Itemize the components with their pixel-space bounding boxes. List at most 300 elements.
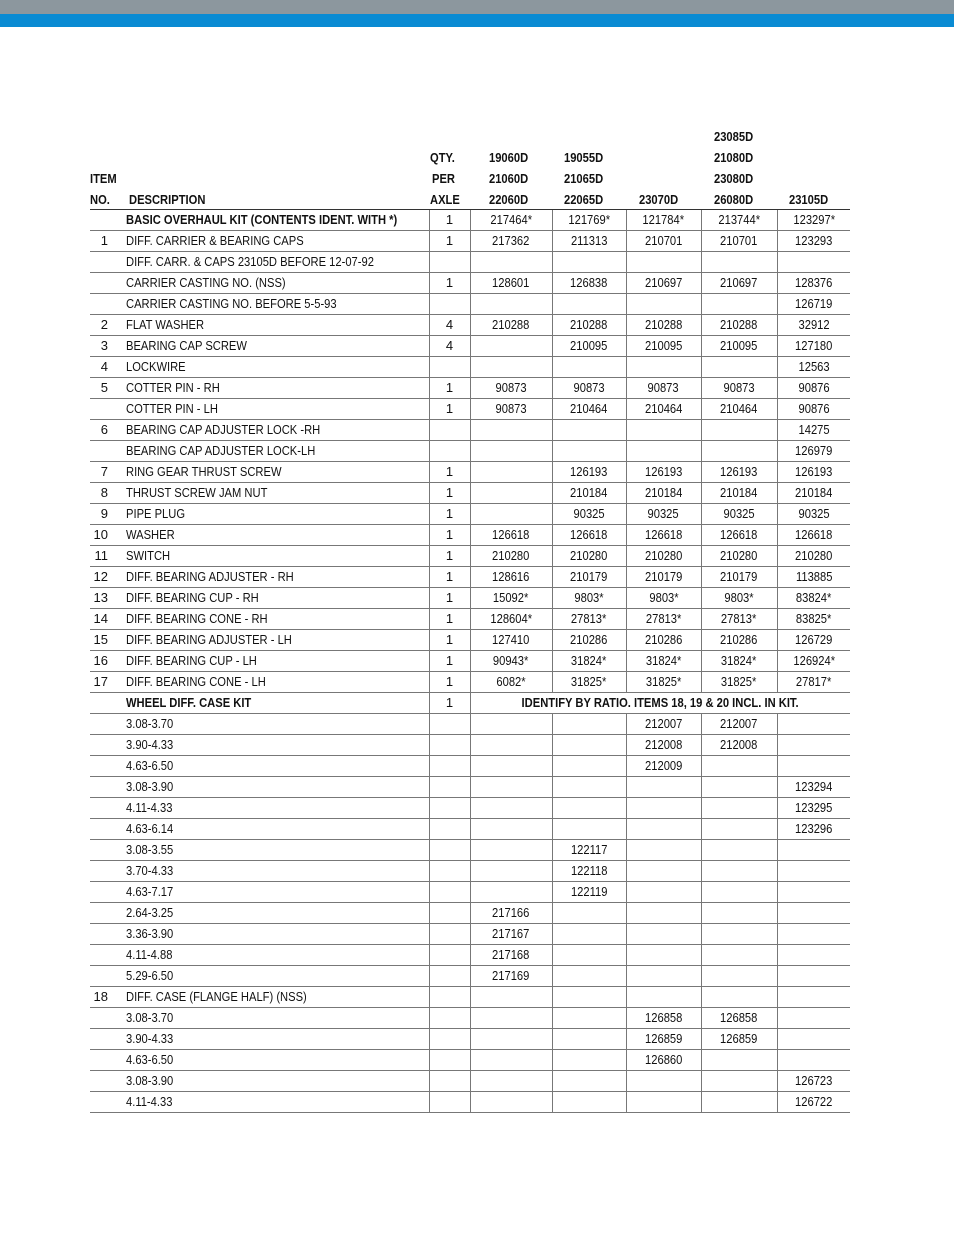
part-number-cell [626, 462, 701, 483]
qty-cell [429, 798, 470, 819]
qty-cell [429, 861, 470, 882]
part-number-cell [701, 483, 777, 504]
item-number-cell [90, 777, 118, 798]
description-text: 5.29-6.50 [126, 968, 174, 983]
part-number-text: 210464 [570, 401, 608, 416]
item-number-cell: 13 [90, 588, 118, 609]
part-number-text: 210286 [570, 632, 608, 647]
part-number-text: 210464 [720, 401, 758, 416]
part-number-cell [777, 483, 850, 504]
part-number-text: 83825* [796, 611, 832, 626]
qty-cell [429, 420, 470, 441]
header-col4-line1: 23085D [714, 129, 754, 144]
part-number-cell [552, 378, 626, 399]
part-number-cell [777, 630, 850, 651]
part-number-cell [701, 210, 777, 231]
part-number-cell [777, 1029, 850, 1050]
item-number-cell [90, 798, 118, 819]
table-row [90, 693, 850, 714]
part-number-cell [777, 651, 850, 672]
qty-cell: 1 [429, 651, 470, 672]
description-cell [118, 504, 429, 525]
description-cell [118, 609, 429, 630]
part-number-text: 9803* [724, 590, 754, 605]
part-number-cell [470, 840, 552, 861]
part-number-cell [701, 777, 777, 798]
part-number-cell [626, 1050, 701, 1071]
part-number-cell [470, 609, 552, 630]
part-number-cell [470, 987, 552, 1008]
part-number-text: 126193 [720, 464, 758, 479]
header-qty-line1: QTY. [430, 150, 455, 165]
part-number-cell [701, 861, 777, 882]
part-number-text: 210701 [644, 233, 683, 248]
qty-cell [429, 735, 470, 756]
description-cell [118, 651, 429, 672]
part-number-cell [626, 735, 701, 756]
part-number-text: 217169 [492, 968, 530, 983]
part-number-cell [626, 609, 701, 630]
part-number-text: 210095 [570, 338, 608, 353]
description-text: RING GEAR THRUST SCREW [126, 464, 282, 479]
part-number-cell [626, 945, 701, 966]
part-number-text: 123295 [795, 800, 833, 815]
part-number-text: 90943* [493, 653, 529, 668]
part-number-text: 126858 [720, 1010, 758, 1025]
part-number-cell [552, 483, 626, 504]
part-number-text: 31824* [721, 653, 757, 668]
description-cell [118, 1029, 429, 1050]
part-number-text: 90873 [723, 380, 755, 395]
part-number-text: 210280 [644, 548, 683, 563]
qty-cell [429, 294, 470, 315]
part-number-cell [626, 420, 701, 441]
part-number-text: 27817* [796, 674, 832, 689]
part-number-cell [777, 1092, 850, 1113]
qty-cell: 1 [429, 693, 470, 714]
part-number-cell [701, 504, 777, 525]
part-number-cell [552, 1071, 626, 1092]
item-number-cell [90, 924, 118, 945]
qty-cell [429, 882, 470, 903]
part-number-text: 90873 [647, 380, 680, 395]
item-number-cell [90, 714, 118, 735]
part-number-cell [626, 399, 701, 420]
table-row [90, 231, 850, 252]
description-text: 4.11-4.88 [126, 947, 173, 962]
part-number-cell [777, 378, 850, 399]
qty-cell [429, 945, 470, 966]
part-number-cell [701, 1008, 777, 1029]
part-number-cell [552, 210, 626, 231]
part-number-text: 126838 [570, 275, 608, 290]
part-number-text: 90325 [798, 506, 830, 521]
part-number-text: 31824* [571, 653, 607, 668]
qty-cell [429, 819, 470, 840]
part-number-text: 122119 [570, 884, 608, 899]
part-number-cell [552, 273, 626, 294]
part-number-cell [701, 840, 777, 861]
part-number-cell [777, 924, 850, 945]
part-number-cell [701, 1029, 777, 1050]
part-number-cell [552, 777, 626, 798]
description-text: FLAT WASHER [126, 317, 205, 332]
part-number-cell [470, 1050, 552, 1071]
item-number-cell: 14 [90, 609, 118, 630]
part-number-text: 126858 [644, 1010, 683, 1025]
part-number-cell [470, 1008, 552, 1029]
part-number-cell [552, 840, 626, 861]
part-number-text: 210280 [795, 548, 833, 563]
description-text: 2.64-3.25 [126, 905, 174, 920]
part-number-cell [552, 567, 626, 588]
item-number-cell: 8 [90, 483, 118, 504]
item-number-cell: 15 [90, 630, 118, 651]
part-number-cell [626, 231, 701, 252]
part-number-cell [701, 315, 777, 336]
description-cell [118, 882, 429, 903]
description-cell [118, 756, 429, 777]
part-number-cell [777, 210, 850, 231]
part-number-cell [777, 819, 850, 840]
header-qty-line2: PER [432, 171, 455, 186]
part-number-cell [626, 819, 701, 840]
part-number-cell [777, 441, 850, 462]
description-cell [118, 1092, 429, 1113]
part-number-text: 14275 [798, 422, 830, 437]
header-col2-line2: 21065D [564, 171, 604, 186]
description-text: DIFF. BEARING CONE - RH [126, 611, 268, 626]
part-number-text: 15092* [493, 590, 529, 605]
part-number-text: 90873 [573, 380, 605, 395]
table-row [90, 1071, 850, 1092]
part-number-cell [701, 420, 777, 441]
part-number-cell [777, 525, 850, 546]
description-cell [118, 525, 429, 546]
part-number-text: 126859 [644, 1031, 683, 1046]
part-number-cell [626, 1092, 701, 1113]
description-text: 3.90-4.33 [126, 737, 174, 752]
description-text: LOCKWIRE [126, 359, 186, 374]
part-number-cell [777, 756, 850, 777]
description-cell [118, 861, 429, 882]
part-number-cell [701, 609, 777, 630]
item-number-cell [90, 819, 118, 840]
table-row [90, 756, 850, 777]
table-row [90, 798, 850, 819]
description-cell [118, 630, 429, 651]
part-number-cell [777, 546, 850, 567]
part-number-cell [470, 882, 552, 903]
part-number-text: 27813* [721, 611, 757, 626]
part-number-text: 31824* [645, 653, 682, 668]
part-number-text: 210697 [644, 275, 683, 290]
part-number-cell [701, 651, 777, 672]
part-number-cell [777, 357, 850, 378]
part-number-cell [470, 966, 552, 987]
item-number-cell: 12 [90, 567, 118, 588]
part-number-cell [701, 714, 777, 735]
description-cell [118, 315, 429, 336]
description-cell [118, 441, 429, 462]
part-number-cell [552, 588, 626, 609]
description-text: BASIC OVERHAUL KIT (CONTENTS IDENT. WITH *) [126, 212, 398, 227]
item-number-cell [90, 735, 118, 756]
qty-cell [429, 1008, 470, 1029]
part-number-cell [552, 651, 626, 672]
table-row [90, 315, 850, 336]
header-col1-line2: 21060D [489, 171, 529, 186]
description-text: 4.63-6.14 [126, 821, 174, 836]
part-number-cell [626, 903, 701, 924]
part-number-cell [626, 504, 701, 525]
qty-cell [429, 714, 470, 735]
part-number-text: 210184 [720, 485, 758, 500]
part-number-text: 210464 [644, 401, 683, 416]
part-number-text: 113885 [795, 569, 832, 584]
description-cell [118, 987, 429, 1008]
part-number-cell [701, 525, 777, 546]
description-cell [118, 1008, 429, 1029]
qty-cell [429, 777, 470, 798]
description-cell [118, 777, 429, 798]
qty-cell [429, 903, 470, 924]
part-number-text: 126193 [570, 464, 608, 479]
part-number-cell [552, 966, 626, 987]
part-number-cell [701, 756, 777, 777]
part-number-cell [777, 1008, 850, 1029]
part-number-cell [470, 861, 552, 882]
part-number-text: 90876 [798, 401, 830, 416]
part-number-cell [552, 546, 626, 567]
part-number-cell [470, 630, 552, 651]
part-number-text: 210179 [570, 569, 608, 584]
description-text: DIFF. CARR. & CAPS 23105D BEFORE 12-07-92 [126, 254, 374, 269]
item-number-cell [90, 945, 118, 966]
part-number-cell [626, 882, 701, 903]
part-number-text: 212007 [644, 716, 683, 731]
part-number-text: 217168 [492, 947, 530, 962]
description-text: DIFF. CARRIER & BEARING CAPS [126, 233, 304, 248]
part-number-cell [777, 1050, 850, 1071]
part-number-text: 210184 [644, 485, 683, 500]
part-number-cell [701, 966, 777, 987]
part-number-cell [626, 777, 701, 798]
qty-cell: 1 [429, 504, 470, 525]
description-text: COTTER PIN - RH [126, 380, 220, 395]
part-number-cell [777, 777, 850, 798]
part-number-text: 212008 [644, 737, 683, 752]
table-row [90, 903, 850, 924]
part-number-cell [552, 672, 626, 693]
item-number-cell [90, 441, 118, 462]
header-qty-line3: AXLE [430, 192, 460, 207]
part-number-cell [777, 588, 850, 609]
part-number-text: 210288 [644, 317, 683, 332]
part-number-cell [552, 945, 626, 966]
part-number-text: 210280 [570, 548, 608, 563]
description-text: BEARING CAP ADJUSTER LOCK-LH [126, 443, 316, 458]
item-number-cell: 9 [90, 504, 118, 525]
header-item-line2: NO. [90, 192, 110, 207]
parts-table [90, 209, 850, 1113]
description-cell [118, 903, 429, 924]
part-number-cell [701, 567, 777, 588]
table-row [90, 924, 850, 945]
item-number-cell: 7 [90, 462, 118, 483]
part-number-cell [470, 735, 552, 756]
description-cell [118, 672, 429, 693]
part-number-cell [626, 483, 701, 504]
table-row [90, 252, 850, 273]
qty-cell: 1 [429, 588, 470, 609]
part-number-cell [777, 903, 850, 924]
part-number-text: 210179 [644, 569, 683, 584]
part-number-cell [552, 1050, 626, 1071]
part-number-cell [470, 525, 552, 546]
kit-note-cell [470, 693, 850, 714]
part-number-cell [470, 1029, 552, 1050]
part-number-text: 126722 [795, 1094, 833, 1109]
part-number-text: 210280 [720, 548, 758, 563]
part-number-cell [777, 840, 850, 861]
part-number-cell [701, 1050, 777, 1071]
item-number-cell [90, 840, 118, 861]
part-number-text: 212008 [720, 737, 758, 752]
header-col4-line2: 21080D [714, 150, 754, 165]
description-text: DIFF. BEARING ADJUSTER - LH [126, 632, 292, 647]
item-number-cell: 18 [90, 987, 118, 1008]
description-cell [118, 840, 429, 861]
top-gray-band [0, 0, 954, 14]
part-number-cell [701, 1092, 777, 1113]
qty-cell: 1 [429, 546, 470, 567]
table-row [90, 1008, 850, 1029]
item-number-cell [90, 1071, 118, 1092]
description-text: DIFF. BEARING CUP - RH [126, 590, 259, 605]
part-number-text: 217464* [490, 212, 532, 227]
part-number-cell [626, 273, 701, 294]
description-text: WASHER [126, 527, 175, 542]
part-number-text: 210697 [720, 275, 758, 290]
item-number-cell [90, 1029, 118, 1050]
description-text: 3.90-4.33 [126, 1031, 174, 1046]
part-number-cell [701, 798, 777, 819]
part-number-text: 90873 [495, 380, 527, 395]
item-number-cell: 2 [90, 315, 118, 336]
part-number-cell [470, 315, 552, 336]
part-number-cell [470, 273, 552, 294]
part-number-cell [470, 441, 552, 462]
part-number-text: 127180 [795, 338, 833, 353]
qty-cell [429, 441, 470, 462]
part-number-cell [470, 903, 552, 924]
part-number-cell [777, 420, 850, 441]
description-text: BEARING CAP SCREW [126, 338, 247, 353]
description-cell [118, 567, 429, 588]
table-row [90, 546, 850, 567]
header-col1-line3: 22060D [489, 192, 529, 207]
qty-cell: 1 [429, 525, 470, 546]
table-row [90, 672, 850, 693]
part-number-cell [626, 546, 701, 567]
qty-cell [429, 357, 470, 378]
part-number-cell [626, 567, 701, 588]
part-number-cell [626, 1008, 701, 1029]
part-number-cell [777, 882, 850, 903]
part-number-text: 83824* [796, 590, 832, 605]
part-number-cell [777, 798, 850, 819]
part-number-cell [470, 945, 552, 966]
part-number-cell [470, 336, 552, 357]
part-number-text: 90325 [723, 506, 755, 521]
part-number-cell [626, 1029, 701, 1050]
part-number-cell [777, 504, 850, 525]
part-number-text: 126618 [795, 527, 833, 542]
part-number-text: 121784* [642, 212, 685, 227]
part-number-cell [626, 441, 701, 462]
part-number-text: 32912 [798, 317, 830, 332]
item-number-cell [90, 273, 118, 294]
table-row [90, 651, 850, 672]
table-row [90, 588, 850, 609]
part-number-cell [626, 840, 701, 861]
part-number-text: 90325 [647, 506, 680, 521]
part-number-text: 31825* [645, 674, 682, 689]
description-text: DIFF. BEARING ADJUSTER - RH [126, 569, 294, 584]
description-cell [118, 483, 429, 504]
part-number-cell [626, 1071, 701, 1092]
description-cell [118, 819, 429, 840]
part-number-cell [552, 336, 626, 357]
item-number-cell [90, 1008, 118, 1029]
part-number-cell [701, 588, 777, 609]
qty-cell [429, 924, 470, 945]
part-number-text: 211313 [570, 233, 608, 248]
description-text: BEARING CAP ADJUSTER LOCK -RH [126, 422, 321, 437]
description-cell [118, 357, 429, 378]
part-number-cell [701, 630, 777, 651]
part-number-cell [470, 399, 552, 420]
part-number-cell [470, 567, 552, 588]
table-row [90, 336, 850, 357]
table-row [90, 399, 850, 420]
part-number-cell [701, 378, 777, 399]
part-number-text: 210184 [570, 485, 608, 500]
part-number-cell [626, 630, 701, 651]
qty-cell: 1 [429, 231, 470, 252]
part-number-text: 126618 [720, 527, 758, 542]
part-number-text: 27813* [571, 611, 607, 626]
header-col5-line1: 23105D [789, 192, 829, 207]
part-number-cell [470, 651, 552, 672]
table-row [90, 462, 850, 483]
description-cell [118, 546, 429, 567]
table-row [90, 1050, 850, 1071]
description-cell [118, 588, 429, 609]
description-text: DIFF. BEARING CONE - LH [126, 674, 266, 689]
part-number-cell [552, 357, 626, 378]
part-number-text: 213744* [718, 212, 760, 227]
qty-cell: 1 [429, 609, 470, 630]
part-number-text: 128601 [492, 275, 530, 290]
description-text: DIFF. BEARING CUP - LH [126, 653, 257, 668]
table-row [90, 609, 850, 630]
part-number-cell [626, 357, 701, 378]
part-number-text: 217362 [492, 233, 530, 248]
part-number-cell [626, 588, 701, 609]
qty-cell: 1 [429, 567, 470, 588]
